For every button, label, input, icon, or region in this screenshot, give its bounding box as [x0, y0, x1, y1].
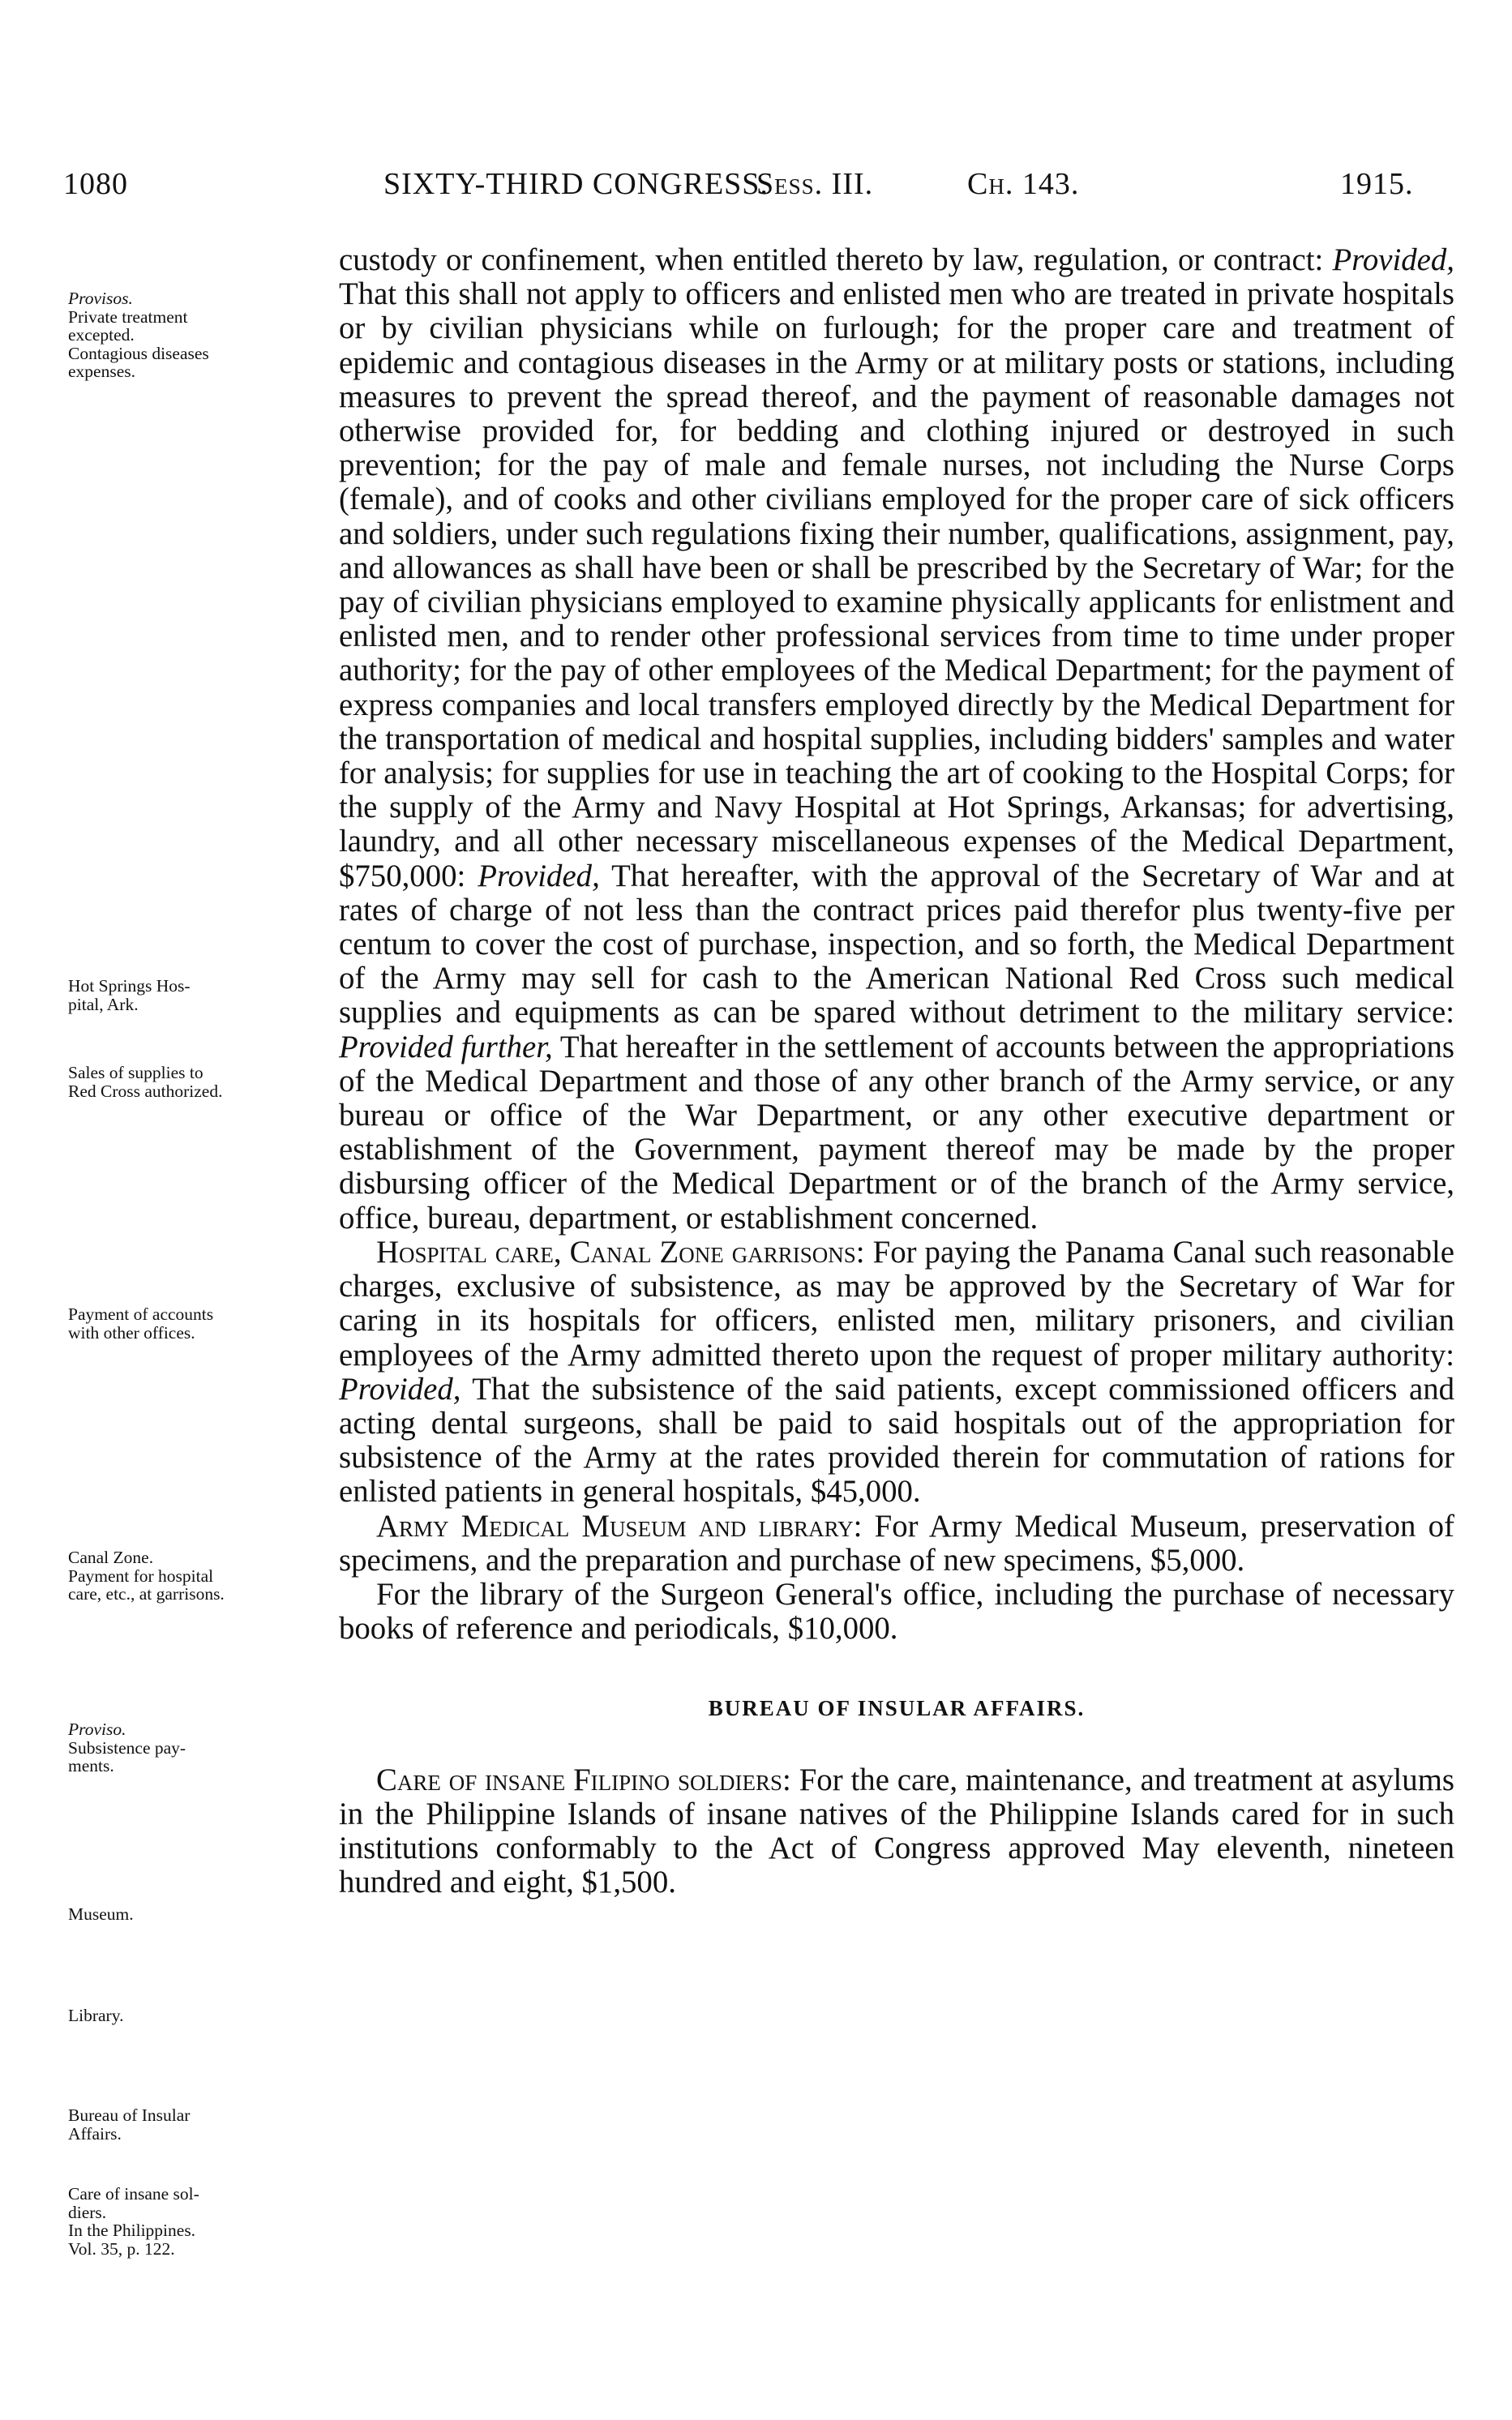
- paragraph-canal-zone: [339, 1236, 1454, 1510]
- note-line: Proviso.: [68, 1720, 126, 1739]
- paragraph-library: [339, 1578, 1454, 1646]
- text-run: That hereafter, with the approval of the Secretary of War and at rates of charge of not less than the contract prices paid therefor plus twenty-five per centum to cover the cost of purchase, inspection, and so forth, the Medical Department of the Army may sell for cash to the American National Red Cross such medical supplies and equipments as can be spared without detriment to the military service:: [339, 858, 1454, 1030]
- note-line: Bureau of Insular: [68, 2105, 191, 2125]
- provided-italic: Provided,: [339, 1371, 461, 1407]
- margin-note-hot-springs: [68, 977, 326, 1013]
- note-line: Provisos.: [68, 289, 133, 308]
- paragraph-insane-soldiers: [339, 1763, 1454, 1900]
- paragraph-museum: [339, 1510, 1454, 1578]
- margin-note-insane-soldiers: [68, 2185, 326, 2258]
- text-run: For the library of the Surgeon General's office, including the purchase of necessary books of reference and periodicals, $10,000.: [339, 1576, 1454, 1647]
- margin-note-provisos: [68, 289, 326, 381]
- page-number: 1080: [63, 167, 128, 201]
- margin-note-insular: [68, 2106, 326, 2143]
- margin-note-red-cross: [68, 1064, 326, 1100]
- paragraph-heading: Care of insane Filipino soldiers:: [376, 1762, 791, 1797]
- section-heading: BUREAU OF INSULAR AFFAIRS.: [708, 1696, 1086, 1721]
- note-line: Canal Zone.: [68, 1548, 154, 1567]
- note-line: Subsistence pay-: [68, 1737, 186, 1758]
- note-line: Vol. 35, p. 122.: [68, 2238, 175, 2259]
- session-label: Sess. III.: [756, 167, 874, 201]
- paragraph-medical-department: [339, 243, 1454, 1236]
- note-line: Payment of accounts: [68, 1304, 214, 1324]
- text-run: custody or confinement, when entitled thereto by law, regulation, or contract:: [339, 242, 1333, 277]
- margin-note-subsistence: [68, 1720, 326, 1775]
- year-label: 1915.: [1340, 167, 1414, 201]
- note-line: Library.: [68, 2006, 124, 2025]
- note-line: Private treatment: [68, 306, 188, 327]
- note-line: Care of insane sol-: [68, 2184, 199, 2204]
- note-line: pital, Ark.: [68, 994, 139, 1014]
- note-line: In the Philippines.: [68, 2221, 196, 2240]
- provided-further-italic: Provided further,: [339, 1029, 553, 1064]
- chapter-label: Ch. 143.: [967, 167, 1080, 201]
- text-run: For paying the Panama Canal such reasonable charges, exclusive of subsistence, as may be approved by the Secretary of War for caring in its hospitals for officers, enlisted men, military prisoners, and civilian employees of the Army admitted thereto upon the request of proper military authority:: [339, 1234, 1454, 1373]
- paragraph-heading: Hospital care, Canal Zone garrisons:: [376, 1234, 865, 1270]
- provided-italic: Provided,: [478, 858, 600, 893]
- note-line: Red Cross authorized.: [68, 1081, 223, 1101]
- text-run: For Army Medical Museum, preservation of specimens, and the preparation and purchase of new specimens, $5,000.: [339, 1508, 1454, 1578]
- note-line: Affairs.: [68, 2123, 122, 2144]
- text-run: That hereafter in the settlement of accounts between the appropriations of the Medical Department and those of any other branch of the Army service, or any bureau or office of the War Department, or any other executive department or establishment of the Government, payment thereof may be made by the proper disbursing officer of the Medical Department or of the branch of the Army service, office, bureau, department, or establishment concerned.: [339, 1029, 1454, 1236]
- note-line: Museum.: [68, 1904, 134, 1924]
- margin-note-canal-zone: [68, 1548, 326, 1604]
- text-run: That the subsistence of the said patients, except commissioned officers and acting dental surgeons, shall be paid to said hospitals out of the appropriation for subsistence of the Army at the rates provided therein for commutation of rations for enlisted patients in general hospitals, $45,000.: [339, 1371, 1454, 1510]
- note-line: Contagious diseases: [68, 343, 209, 363]
- note-line: ments.: [68, 1756, 114, 1775]
- paragraph-heading: Army Medical Museum and library:: [376, 1508, 863, 1544]
- note-line: Hot Springs Hos-: [68, 976, 191, 996]
- note-line: excepted.: [68, 325, 135, 345]
- main-text: [339, 243, 1454, 1900]
- margin-note-museum: [68, 1905, 326, 1924]
- margin-note-accounts: [68, 1305, 326, 1342]
- note-line: Payment for hospital: [68, 1566, 214, 1586]
- note-line: Sales of supplies to: [68, 1063, 203, 1082]
- text-run: That this shall not apply to officers and enlisted men who are treated in private hospitals or by civilian physicians while on furlough; for the proper care and treatment of epidemic and contagious diseases in the Army or at military posts or stations, including measures to prevent the spread thereof, and the payment of reasonable damages not otherwise provided for, for bedding and clothing injured or destroyed in such prevention; for the pay of male and female nurses, not including the Nurse Corps (female), and of cooks and other civilians employed for the proper care of sick officers and soldiers, under such regulations fixing their number, qualifications, assignment, pay, and allowances as shall have been or shall be prescribed by the Secretary of War; for the pay of civilian physicians employed to examine physically applicants for enlistment and enlisted men, and to render other professional services from time to time under proper authority; for the pay of other employees of the Medical Department; for the payment of express companies and local transfers employed directly by the Medical Department for the transportation of medical and hospital supplies, including bidders' samples and water for analysis; for supplies for use in teaching the art of cooking to the Hospital Corps; for the supply of the Army and Navy Hospital at Hot Springs, Arkansas; for advertising, laundry, and all other necessary miscellaneous expenses of the Medical Department, $750,000:: [339, 276, 1454, 893]
- text-run: For the care, maintenance, and treatment at asylums in the Philippine Islands of insane natives of the Philippine Islands cared for in such institutions conformably to the Act of Congress approved May eleventh, nineteen hundred and eight, $1,500.: [339, 1762, 1454, 1900]
- note-line: with other offices.: [68, 1322, 195, 1343]
- margin-note-library: [68, 2007, 326, 2025]
- note-line: diers.: [68, 2202, 107, 2222]
- note-line: care, etc., at garrisons.: [68, 1584, 225, 1604]
- note-line: expenses.: [68, 362, 135, 381]
- congress-title: SIXTY-THIRD CONGRESS.: [383, 167, 769, 201]
- provided-italic: Provided,: [1332, 242, 1454, 277]
